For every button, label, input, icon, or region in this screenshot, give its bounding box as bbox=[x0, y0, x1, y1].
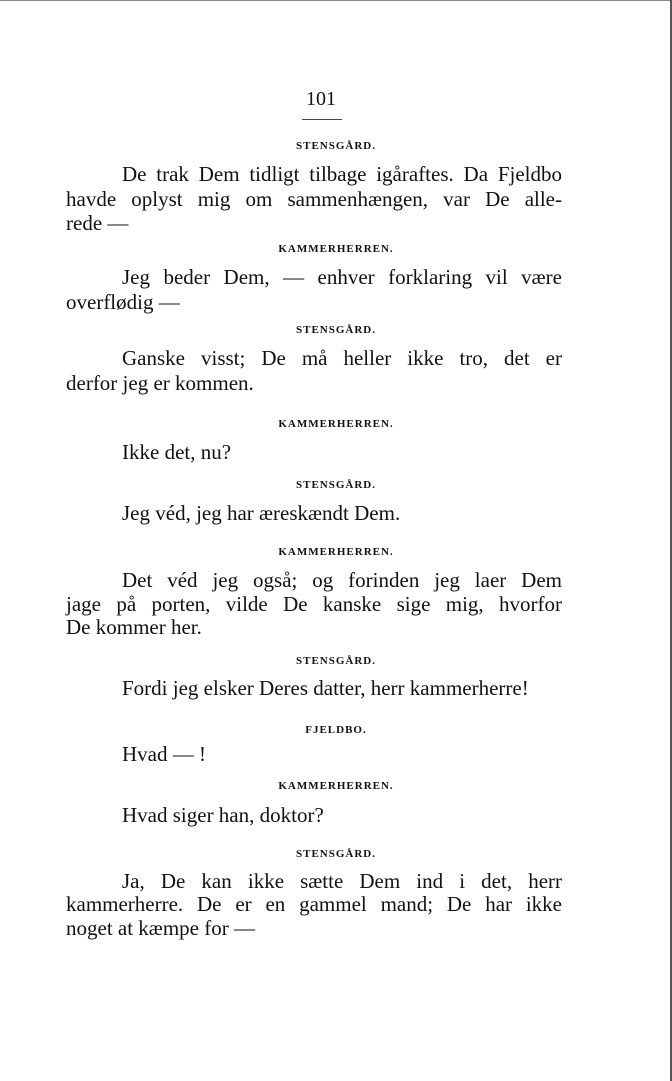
dialogue-line: De trak Dem tidligt tilbage igåraftes. Da Fjeldbo bbox=[122, 162, 562, 186]
dialogue-line: Jeg véd, jeg har æreskændt Dem. bbox=[122, 501, 401, 525]
speaker-name: STENSGÅRD. bbox=[296, 655, 376, 667]
speaker-name: KAMMERHERREN. bbox=[278, 546, 394, 558]
dialogue-line: Ikke det, nu? bbox=[122, 440, 232, 464]
dialogue-line: rede — bbox=[66, 211, 129, 235]
page-number: 101 bbox=[306, 88, 336, 110]
speaker-name: KAMMERHERREN. bbox=[278, 780, 394, 792]
speaker-name: KAMMERHERREN. bbox=[278, 418, 394, 430]
dialogue-line: Jeg beder Dem, — enhver forklaring vil være bbox=[122, 265, 562, 289]
dialogue-line: Hvad — ! bbox=[122, 742, 206, 766]
speaker-name: STENSGÅRD. bbox=[296, 324, 376, 336]
dialogue-line: De kommer her. bbox=[66, 615, 202, 639]
dialogue-line: noget at kæmpe for — bbox=[66, 916, 255, 940]
dialogue-line: Fordi jeg elsker Deres datter, herr kammerherre! bbox=[122, 676, 529, 700]
dialogue-line: Det véd jeg også; og forinden jeg laer Dem bbox=[122, 568, 562, 592]
speaker-name: FJELDBO. bbox=[305, 724, 367, 736]
dialogue-line: derfor jeg er kommen. bbox=[66, 371, 254, 395]
dialogue-line: havde oplyst mig om sammenhængen, var De alle- bbox=[66, 187, 562, 211]
speaker-name: STENSGÅRD. bbox=[296, 848, 376, 860]
dialogue-line: Hvad siger han, doktor? bbox=[122, 803, 324, 827]
speaker-name: STENSGÅRD. bbox=[296, 140, 376, 152]
dialogue-line: overflødig — bbox=[66, 290, 180, 314]
dialogue-line: jage på porten, vilde De kanske sige mig, hvorfor bbox=[66, 592, 562, 616]
dialogue-line: Ja, De kan ikke sætte Dem ind i det, herr bbox=[122, 869, 562, 893]
dialogue-line: Ganske visst; De må heller ikke tro, det er bbox=[122, 346, 562, 370]
page-number-rule bbox=[302, 119, 342, 120]
speaker-name: KAMMERHERREN. bbox=[278, 243, 394, 255]
speaker-name: STENSGÅRD. bbox=[296, 479, 376, 491]
page-top-edge bbox=[0, 0, 672, 1]
dialogue-line: kammerherre. De er en gammel mand; De har ikke bbox=[66, 892, 562, 916]
